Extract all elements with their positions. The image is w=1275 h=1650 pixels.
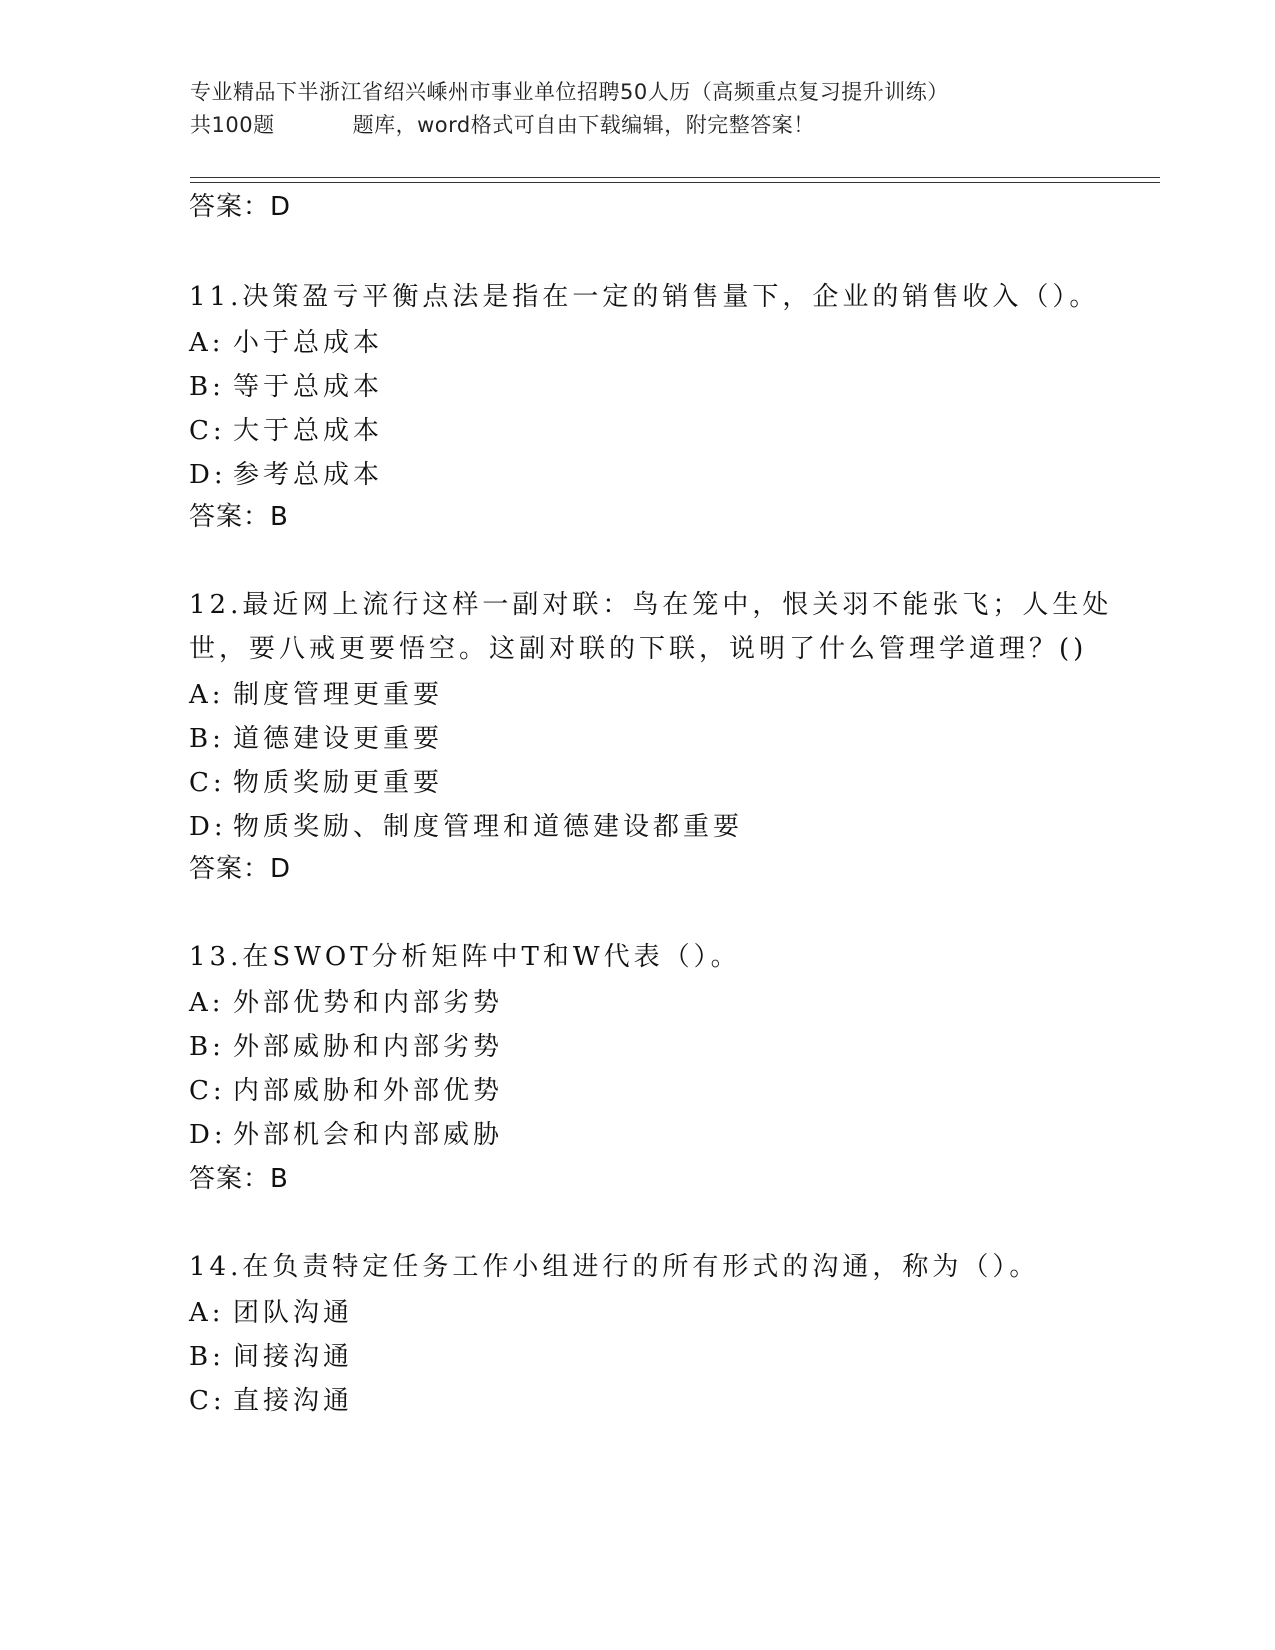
header-divider-thin [190, 177, 1160, 178]
option-text: 小于总成本 [233, 328, 384, 358]
question-12-stem-line-1: 12.最近网上流行这样一副对联：鸟在笼中，恨关羽不能张飞；人生处 [189, 590, 1113, 620]
question-13-answer: 答案：B [189, 1164, 289, 1194]
question-11-option-d [189, 454, 383, 491]
question-11-option-a [189, 322, 383, 359]
header-question-count: 共100题 [190, 113, 275, 137]
question-13-stem: 13.在SWOT分析矩阵中T和W代表（）。 [189, 942, 741, 972]
option-key: C: [189, 1386, 226, 1416]
question-13-option-c [189, 1070, 503, 1107]
option-text: 参考总成本 [233, 460, 384, 490]
option-key: B: [189, 724, 225, 754]
question-12-stem-line-2: 世，要八戒更要悟空。这副对联的下联，说明了什么管理学道理？() [189, 634, 1088, 664]
question-14-stem: 14.在负责特定任务工作小组进行的所有形式的沟通，称为（）。 [189, 1252, 1040, 1282]
option-text: 外部威胁和内部劣势 [233, 1032, 504, 1062]
option-text: 物质奖励、制度管理和道德建设都重要 [233, 812, 744, 842]
question-12-answer: 答案：D [189, 854, 292, 884]
option-text: 内部威胁和外部优势 [233, 1076, 504, 1106]
option-key: C: [189, 1076, 226, 1106]
question-12-option-d [189, 806, 743, 843]
question-13-option-a [189, 982, 503, 1019]
option-text: 外部机会和内部威胁 [233, 1120, 504, 1150]
document-header [190, 76, 1090, 142]
previous-answer: 答案：D [189, 192, 292, 222]
question-14-option-b [189, 1336, 353, 1373]
option-key: B: [189, 372, 225, 402]
option-key: B: [189, 1032, 225, 1062]
option-text: 大于总成本 [233, 416, 384, 446]
question-11-answer: 答案：B [189, 502, 289, 532]
option-key: A: [189, 988, 225, 1018]
option-text: 物质奖励更重要 [233, 768, 444, 798]
option-text: 外部优势和内部劣势 [233, 988, 504, 1018]
question-13-option-d [189, 1114, 503, 1151]
option-key: D: [189, 460, 227, 490]
question-12-option-c [189, 762, 443, 799]
header-description: 题库，word格式可自由下载编辑，附完整答案！ [352, 113, 815, 137]
question-14-option-c [189, 1380, 353, 1417]
header-subtitle-line [190, 109, 1090, 142]
option-key: A: [189, 328, 225, 358]
option-text: 间接沟通 [233, 1342, 354, 1372]
question-14-option-a [189, 1292, 353, 1329]
question-12-option-a [189, 674, 443, 711]
question-11-option-c [189, 410, 383, 447]
option-text: 等于总成本 [233, 372, 384, 402]
option-text: 制度管理更重要 [233, 680, 444, 710]
option-key: D: [189, 1120, 227, 1150]
option-key: D: [189, 812, 227, 842]
header-title-line: 专业精品下半浙江省绍兴嵊州市事业单位招聘50人历（高频重点复习提升训练） [190, 80, 949, 104]
option-text: 道德建设更重要 [233, 724, 444, 754]
option-key: C: [189, 416, 226, 446]
question-13-option-b [189, 1026, 503, 1063]
option-text: 直接沟通 [233, 1386, 354, 1416]
option-text: 团队沟通 [233, 1298, 354, 1328]
question-11-stem: 11.决策盈亏平衡点法是指在一定的销售量下，企业的销售收入（）。 [189, 282, 1100, 312]
option-key: B: [189, 1342, 225, 1372]
question-11-option-b [189, 366, 383, 403]
option-key: A: [189, 680, 225, 710]
option-key: A: [189, 1298, 225, 1328]
question-12-option-b [189, 718, 443, 755]
header-divider-thick [190, 182, 1160, 183]
option-key: C: [189, 768, 226, 798]
